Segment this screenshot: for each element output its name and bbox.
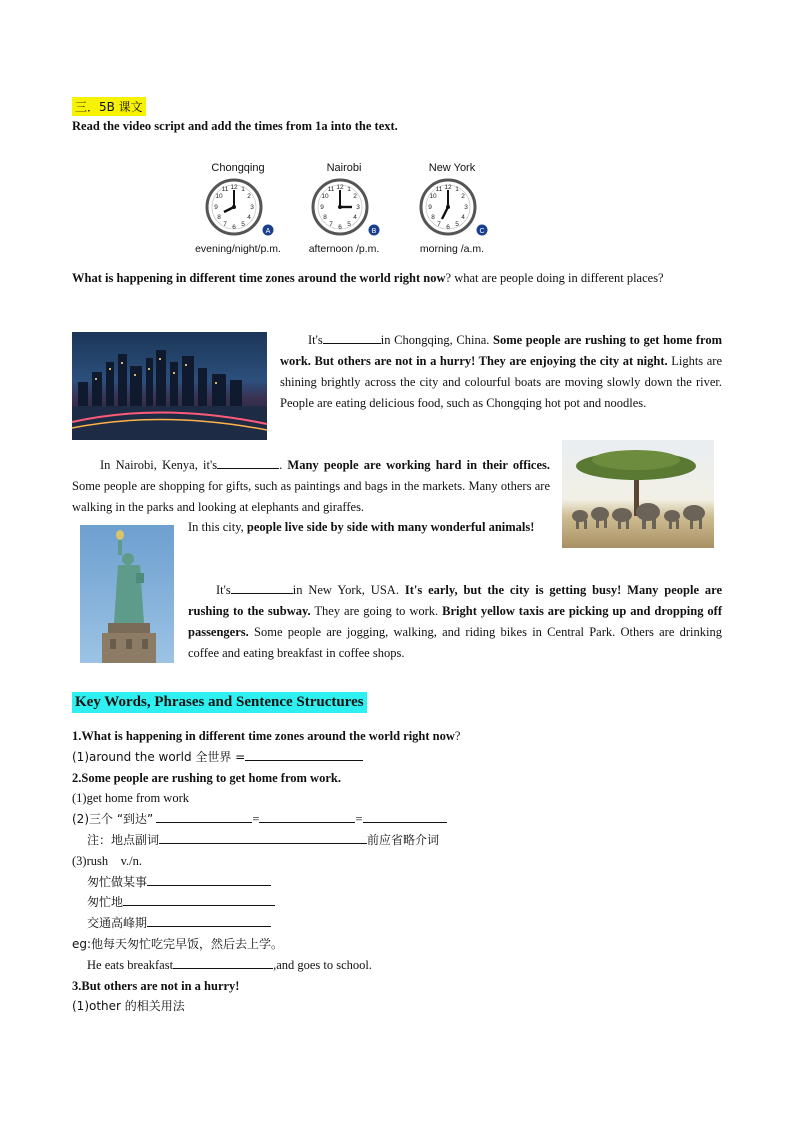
svg-text:5: 5 [455, 221, 459, 228]
clock-icon [304, 174, 384, 238]
svg-text:1: 1 [455, 186, 459, 193]
clock-caption: evening/night/p.m. [195, 243, 281, 255]
clock-chongqing [188, 162, 288, 255]
svg-text:7: 7 [329, 221, 333, 228]
answer-blank[interactable] [156, 810, 252, 823]
question-bold: What is happening in different time zones around the world right now [72, 271, 446, 285]
answer-blank[interactable] [159, 831, 367, 844]
svg-text:1: 1 [347, 186, 351, 193]
clock-panel [196, 162, 496, 262]
instruction: Read the video script and add the times from 1a into the text. [72, 119, 398, 133]
answer-blank[interactable] [363, 810, 447, 823]
svg-text:12: 12 [444, 184, 452, 191]
key-words-list: 1.What is happening in different time zones around the world right now? (1)around the world 全世界 = 2.Some people are rushing to get home from work. (1)get home from work (2)三个 “到达” = = 注：地点副词 前应省略介词 (3)rush v./n. 匆忙做某事 匆忙地 交通高峰期 eg:他每天匆忙吃完早饭，然后去上学。 He eats breakfast ,and goes to school. 3.But others are not in a hurry! (1)other 的相关用法 [72, 729, 461, 1014]
svg-text:4: 4 [247, 214, 251, 221]
answer-blank[interactable] [173, 956, 273, 969]
newyork-paragraph: It's in New York, USA. It's early, but the city is getting busy! Many people are rushing to the subway. They are going to work. Bright yellow taxis are picking up and dropping off passengers. Some people are jogging, walking, and riding bikes in Central Park. Others are drinking coffee and eating breakfast in coffee shops. [188, 583, 723, 660]
svg-text:8: 8 [323, 214, 327, 221]
svg-text:11: 11 [221, 186, 229, 193]
svg-text:10: 10 [321, 193, 329, 200]
answer-blank[interactable] [231, 581, 293, 594]
svg-text:3: 3 [464, 204, 468, 211]
svg-text:10: 10 [429, 193, 437, 200]
answer-blank[interactable] [147, 914, 271, 927]
clock-city-label: Chongqing [211, 162, 265, 174]
key-words-heading: Key Words, Phrases and Sentence Structures [72, 692, 367, 713]
answer-blank[interactable] [147, 873, 271, 886]
svg-text:10: 10 [215, 193, 223, 200]
svg-text:11: 11 [435, 186, 443, 193]
svg-text:2: 2 [461, 193, 465, 200]
svg-text:12: 12 [230, 184, 238, 191]
svg-text:5: 5 [347, 221, 351, 228]
svg-text:8: 8 [431, 214, 435, 221]
question-rest: ? what are people doing in different places? [445, 271, 664, 285]
chongqing-paragraph: It's in Chongqing, China. Some people are rushing to get home from work. But others are not in a hurry! They are enjoying the city at night. Lights are shining brightly across the city and colourful boats are moving slowly down the river. People are eating delicious food, such as Chongqing hot pot and noodles. [280, 333, 723, 410]
statue-of-liberty-image [80, 525, 174, 663]
answer-blank[interactable] [259, 810, 355, 823]
svg-text:9: 9 [428, 204, 432, 211]
svg-text:4: 4 [461, 214, 465, 221]
svg-text:1: 1 [241, 186, 245, 193]
clock-nairobi [294, 162, 394, 255]
svg-text:4: 4 [353, 214, 357, 221]
svg-text:9: 9 [214, 204, 218, 211]
question-paragraph [72, 268, 722, 289]
svg-text:3: 3 [250, 204, 254, 211]
nairobi-paragraph: In Nairobi, Kenya, it's . Many people are working hard in their offices. Some people are shopping for gifts, such as paintings and bags in the markets. Many others are walking in the parks and looking at elephants and giraffes. [72, 458, 550, 514]
svg-text:8: 8 [217, 214, 221, 221]
svg-text:12: 12 [336, 184, 344, 191]
svg-text:C: C [479, 228, 485, 235]
svg-text:B: B [371, 228, 377, 235]
svg-text:2: 2 [353, 193, 357, 200]
answer-blank[interactable] [245, 748, 363, 761]
clock-city-label: Nairobi [326, 162, 362, 174]
section-heading: 三．5B 课文 [72, 97, 146, 116]
chongqing-night-image [72, 332, 267, 440]
svg-text:7: 7 [437, 221, 441, 228]
clock-newyork [402, 162, 502, 255]
svg-text:2: 2 [247, 193, 251, 200]
svg-text:6: 6 [338, 224, 342, 231]
clock-icon [412, 174, 492, 238]
svg-text:3: 3 [356, 204, 360, 211]
svg-text:6: 6 [446, 224, 450, 231]
clock-city-label: New York [428, 162, 476, 174]
svg-text:6: 6 [232, 224, 236, 231]
clock-icon [198, 174, 278, 238]
answer-blank[interactable] [123, 893, 275, 906]
answer-blank[interactable] [323, 331, 381, 344]
svg-text:7: 7 [223, 221, 227, 228]
svg-text:9: 9 [320, 204, 324, 211]
clock-caption: morning /a.m. [419, 243, 485, 255]
svg-text:11: 11 [327, 186, 335, 193]
svg-text:A: A [265, 228, 271, 235]
svg-text:5: 5 [241, 221, 245, 228]
answer-blank[interactable] [217, 456, 279, 469]
savanna-elephants-image [562, 440, 714, 548]
nairobi-paragraph-cont: In this city, people live side by side with many wonderful animals! [188, 520, 535, 534]
clock-caption: afternoon /p.m. [308, 243, 380, 255]
